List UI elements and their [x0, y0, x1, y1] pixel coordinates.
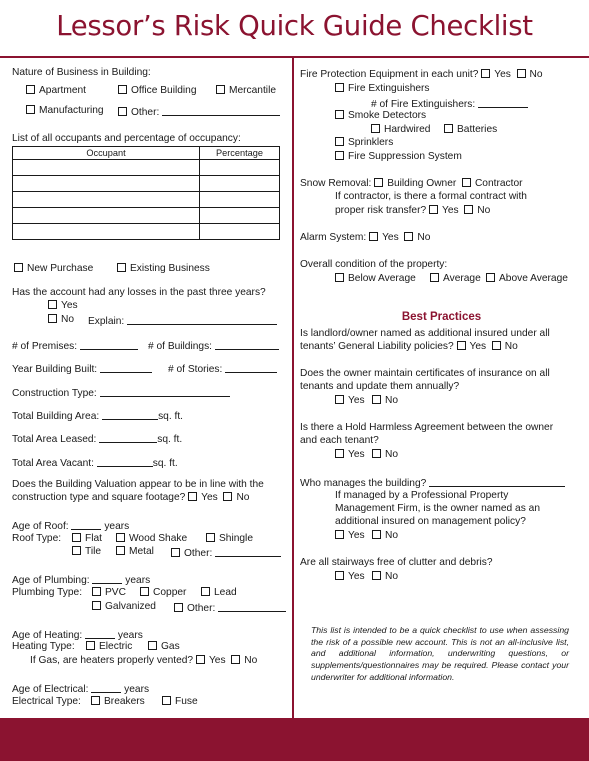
contract-no-option[interactable]: No	[464, 205, 490, 216]
bp2-yes-option[interactable]: Yes	[335, 395, 365, 407]
checkbox[interactable]	[118, 107, 127, 116]
snow-removal-question: Snow Removal: Building Owner Contractor	[300, 178, 523, 189]
stories-field[interactable]: # of Stories:	[168, 362, 277, 376]
valuation-yes-option[interactable]: Yes	[188, 492, 218, 503]
checkbox[interactable]	[372, 530, 381, 539]
condition-below-option[interactable]: Below Average	[335, 273, 416, 285]
table-row	[13, 160, 280, 176]
bp2-question: Does the owner maintain certificates of insurance on all	[300, 368, 550, 379]
condition-average-option[interactable]: Average	[430, 273, 481, 285]
checkbox[interactable]	[72, 546, 81, 555]
manage-no-option[interactable]: No	[372, 530, 398, 542]
smoke-detectors-option[interactable]: Smoke Detectors	[335, 110, 426, 122]
checkbox[interactable]	[492, 341, 501, 350]
bp3-question: Is there a Hold Harmless Agreement between the owner	[300, 422, 554, 433]
checkbox[interactable]	[116, 546, 125, 555]
explain-field[interactable]: Explain:	[88, 314, 277, 328]
existing-business-option[interactable]: Existing Business	[117, 263, 210, 275]
checkbox[interactable]	[171, 548, 180, 557]
batteries-option[interactable]: Batteries	[444, 124, 497, 136]
footer-band	[0, 718, 589, 761]
checkbox[interactable]	[116, 533, 125, 542]
checkbox[interactable]	[26, 85, 35, 94]
percentage-cell[interactable]	[200, 160, 280, 176]
checkbox[interactable]	[335, 83, 344, 92]
checkbox[interactable]	[174, 603, 183, 612]
electrical-age-field[interactable]: Age of Electrical: years	[12, 684, 150, 695]
page-title: Lessor’s Risk Quick Guide Checklist	[56, 10, 533, 42]
table-row	[13, 192, 280, 208]
checkbox[interactable]	[464, 205, 473, 214]
plumbing-galvanized-option[interactable]: Galvanized	[92, 601, 156, 613]
bp1-no-option[interactable]: No	[492, 341, 518, 352]
bp2-question-line2: tenants and update them annually?	[300, 381, 460, 392]
checkbox[interactable]	[188, 492, 197, 501]
checkbox[interactable]	[231, 655, 240, 664]
checkbox[interactable]	[335, 151, 344, 160]
bp1-question: Is landlord/owner named as additional insured under all	[300, 328, 550, 339]
bp2-no-option[interactable]: No	[372, 395, 398, 407]
bp1-question-line2: tenants’ General Liability policies? Yes No	[300, 341, 518, 352]
plumbing-pvc-option[interactable]: PVC	[92, 587, 126, 599]
electrical-breakers-option[interactable]: Breakers	[91, 696, 145, 708]
checkbox[interactable]	[372, 395, 381, 404]
heating-electric-option[interactable]: Electric	[86, 641, 132, 653]
nature-office-option[interactable]: Office Building	[118, 85, 197, 97]
gas-no-option[interactable]: No	[231, 655, 257, 666]
occupant-table	[12, 146, 280, 240]
checkbox[interactable]	[335, 449, 344, 458]
checkbox[interactable]	[372, 571, 381, 580]
checkbox[interactable]	[444, 124, 453, 133]
column-divider	[292, 58, 294, 718]
heating-age-field[interactable]: Age of Heating: years	[12, 630, 143, 641]
total-leased-field[interactable]: Total Area Leased: sq. ft.	[12, 434, 183, 445]
roof-age-field[interactable]: Age of Roof: years	[12, 521, 130, 532]
occupants-label: List of all occupants and percentage of occupancy:	[12, 133, 241, 144]
checkbox[interactable]	[335, 137, 344, 146]
sprinklers-option[interactable]: Sprinklers	[335, 137, 393, 149]
checkbox[interactable]	[91, 696, 100, 705]
occupant-cell[interactable]	[13, 192, 200, 208]
snow-owner-option[interactable]: Building Owner	[374, 178, 456, 189]
checkbox[interactable]	[216, 85, 225, 94]
checkbox[interactable]	[369, 232, 378, 241]
percentage-cell[interactable]	[200, 192, 280, 208]
manage-question-line2: Management Firm, is the owner named as an	[335, 503, 540, 514]
best-practices-heading: Best Practices	[401, 311, 482, 323]
plumbing-copper-option[interactable]: Copper	[140, 587, 186, 599]
checkbox[interactable]	[26, 105, 35, 114]
valuation-question-line2: construction type and square footage? Yes No	[12, 492, 250, 503]
premises-field[interactable]: # of Premises:	[12, 339, 138, 353]
contractor-question: If contractor, is there a formal contract with	[335, 191, 527, 202]
hardwired-option[interactable]: Hardwired	[371, 124, 430, 136]
checkbox[interactable]	[92, 587, 101, 596]
checkbox[interactable]	[335, 395, 344, 404]
checkbox[interactable]	[404, 232, 413, 241]
checkbox[interactable]	[430, 273, 439, 282]
fire-extinguishers-option[interactable]: Fire Extinguishers	[335, 83, 430, 95]
plumbing-lead-option[interactable]: Lead	[201, 587, 237, 599]
checkbox[interactable]	[48, 300, 57, 309]
occupant-cell[interactable]	[13, 224, 200, 240]
nature-mercantile-option[interactable]: Mercantile	[216, 85, 276, 97]
checkbox[interactable]	[374, 178, 383, 187]
roof-type-label: Roof Type:	[12, 533, 62, 544]
checkbox[interactable]	[196, 655, 205, 664]
checkbox[interactable]	[117, 263, 126, 272]
checkbox[interactable]	[223, 492, 232, 501]
checkbox[interactable]	[118, 85, 127, 94]
buildings-field[interactable]: # of Buildings:	[148, 339, 279, 353]
fire-protection-question: Fire Protection Equipment in each unit? Yes No	[300, 69, 543, 80]
roof-metal-option[interactable]: Metal	[116, 546, 154, 558]
occupant-cell[interactable]	[13, 160, 200, 176]
new-purchase-option[interactable]: New Purchase	[14, 263, 93, 275]
table-row	[13, 224, 280, 240]
bp3-yes-option[interactable]: Yes	[335, 449, 365, 461]
snow-contractor-option[interactable]: Contractor	[462, 178, 523, 189]
checkbox[interactable]	[429, 205, 438, 214]
valuation-no-option[interactable]: No	[223, 492, 249, 503]
stairways-question: Are all stairways free of clutter and debris?	[300, 557, 493, 568]
contractor-question-line2: proper risk transfer? Yes No	[335, 205, 491, 216]
checkbox[interactable]	[148, 641, 157, 650]
alarm-no-option[interactable]: No	[404, 232, 430, 243]
occupant-header: Occupant	[13, 147, 200, 160]
roof-other-option[interactable]: Other:	[171, 546, 281, 560]
fire-yes-option[interactable]: Yes	[481, 69, 511, 80]
checkbox[interactable]	[201, 587, 210, 596]
occupant-cell[interactable]	[13, 208, 200, 224]
roof-tile-option[interactable]: Tile	[72, 546, 101, 558]
checkbox[interactable]	[372, 449, 381, 458]
num-extinguishers-field[interactable]: # of Fire Extinguishers:	[371, 97, 528, 111]
checkbox[interactable]	[48, 314, 57, 323]
total-area-field[interactable]: Total Building Area: sq. ft.	[12, 411, 183, 422]
valuation-question: Does the Building Valuation appear to be in line with the	[12, 479, 264, 490]
checkbox[interactable]	[457, 341, 466, 350]
checkbox[interactable]	[481, 69, 490, 78]
construction-type-field[interactable]: Construction Type:	[12, 386, 230, 400]
contract-yes-option[interactable]: Yes	[429, 205, 459, 216]
checkbox[interactable]	[72, 533, 81, 542]
manager-field[interactable]: Who manages the building?	[300, 476, 565, 490]
year-built-field[interactable]: Year Building Built:	[12, 362, 152, 376]
title-divider	[0, 56, 589, 58]
nature-other-option[interactable]: Other:	[118, 105, 280, 119]
roof-flat-option[interactable]: Flat	[72, 533, 102, 545]
checkbox[interactable]	[335, 571, 344, 580]
nature-other-field[interactable]	[162, 105, 280, 116]
checkbox[interactable]	[462, 178, 471, 187]
plumbing-other-option[interactable]: Other:	[174, 601, 286, 615]
heating-type-label: Heating Type:	[12, 641, 75, 652]
heating-gas-option[interactable]: Gas	[148, 641, 180, 653]
alarm-yes-option[interactable]: Yes	[369, 232, 399, 243]
bp1-yes-option[interactable]: Yes	[457, 341, 487, 352]
losses-no-option[interactable]: No	[48, 314, 74, 326]
percentage-cell[interactable]	[200, 208, 280, 224]
percentage-header: Percentage	[200, 147, 280, 160]
losses-yes-option[interactable]: Yes	[48, 300, 78, 312]
fire-suppression-option[interactable]: Fire Suppression System	[335, 151, 462, 163]
bp3-question-line2: and each tenant?	[300, 435, 379, 446]
checkbox[interactable]	[371, 124, 380, 133]
checkbox[interactable]	[162, 696, 171, 705]
electrical-fuse-option[interactable]: Fuse	[162, 696, 198, 708]
checkbox[interactable]	[335, 273, 344, 282]
condition-above-option[interactable]: Above Average	[486, 273, 568, 285]
nature-manufacturing-option[interactable]: Manufacturing	[26, 105, 104, 117]
bp3-no-option[interactable]: No	[372, 449, 398, 461]
stairways-no-option[interactable]: No	[372, 571, 398, 583]
nature-label: Nature of Business in Building:	[12, 67, 151, 78]
checkbox[interactable]	[14, 263, 23, 272]
manage-question: If managed by a Professional Property	[335, 490, 509, 501]
stairways-yes-option[interactable]: Yes	[335, 571, 365, 583]
percentage-cell[interactable]	[200, 176, 280, 192]
manage-question-line3: additional insured on management policy?	[335, 516, 526, 527]
checkbox[interactable]	[86, 641, 95, 650]
nature-apartment-option[interactable]: Apartment	[26, 85, 86, 97]
alarm-system-question: Alarm System: Yes No	[300, 232, 431, 243]
fire-no-option[interactable]: No	[517, 69, 543, 80]
checkbox[interactable]	[335, 530, 344, 539]
plumbing-type-label: Plumbing Type:	[12, 587, 83, 598]
disclaimer-note: This list is intended to be a quick checklist to use when assessing the risk of a possible new account. This is not an all-inclusive list, and additional information, underwriting questions, or supplements/questionnaires may be required. Please contact your underwriter for additional information.	[311, 625, 569, 682]
checkbox[interactable]	[92, 601, 101, 610]
table-row	[13, 208, 280, 224]
total-vacant-field[interactable]: Total Area Vacant: sq. ft.	[12, 458, 178, 469]
checkbox[interactable]	[486, 273, 495, 282]
table-row	[13, 176, 280, 192]
manage-yes-option[interactable]: Yes	[335, 530, 365, 542]
plumbing-age-field[interactable]: Age of Plumbing: years	[12, 575, 151, 586]
electrical-type-label: Electrical Type:	[12, 696, 81, 707]
percentage-cell[interactable]	[200, 224, 280, 240]
checkbox[interactable]	[517, 69, 526, 78]
checkbox[interactable]	[335, 110, 344, 119]
gas-yes-option[interactable]: Yes	[196, 655, 226, 666]
checkbox[interactable]	[140, 587, 149, 596]
checkbox[interactable]	[206, 533, 215, 542]
roof-wood-shake-option[interactable]: Wood Shake	[116, 533, 187, 545]
occupant-cell[interactable]	[13, 176, 200, 192]
roof-shingle-option[interactable]: Shingle	[206, 533, 253, 545]
gas-vented-question: If Gas, are heaters properly vented? Yes No	[30, 655, 258, 666]
condition-question: Overall condition of the property:	[300, 259, 448, 270]
losses-question: Has the account had any losses in the past three years?	[12, 287, 266, 298]
